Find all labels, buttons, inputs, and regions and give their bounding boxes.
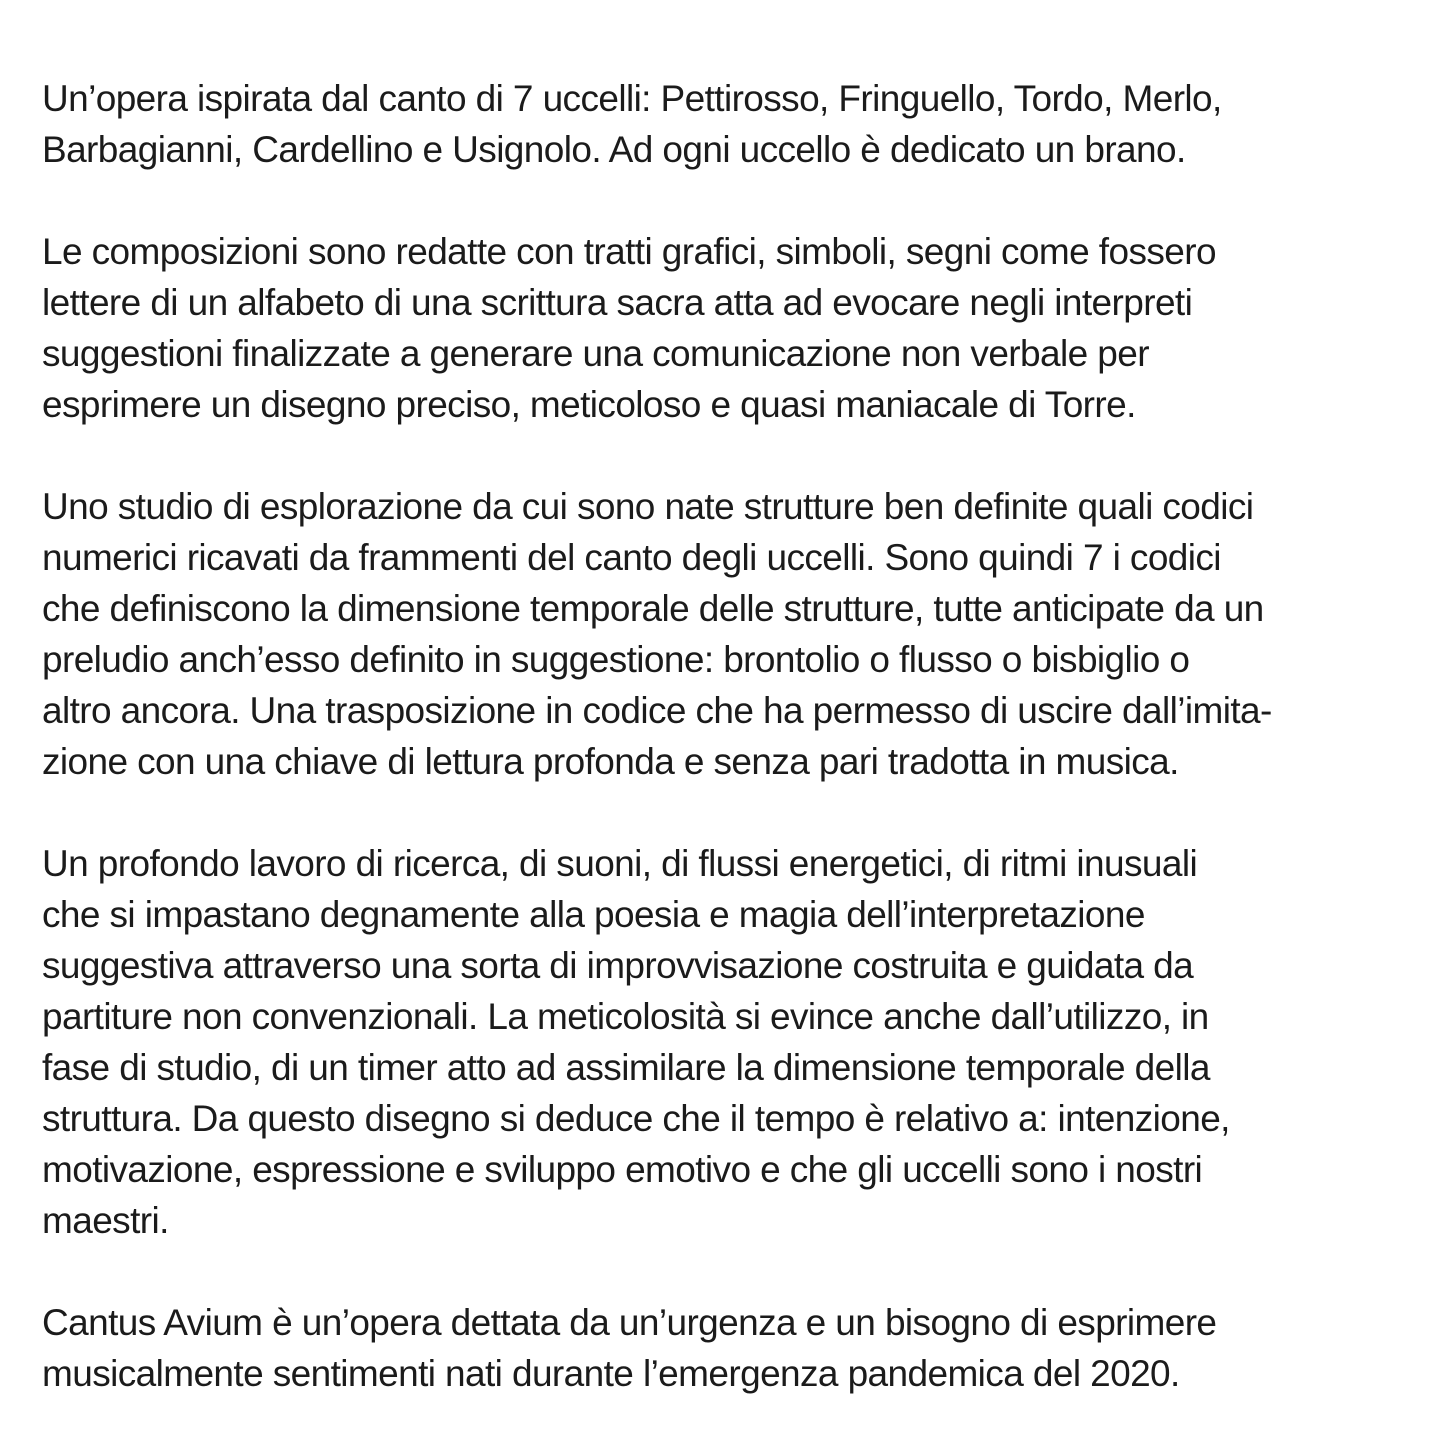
paragraph-study bbox=[42, 481, 1422, 787]
text-line: preludio anch’esso definito in suggestione: brontolio o flusso o bisbiglio o bbox=[42, 639, 1190, 680]
paragraph-cantus-avium bbox=[42, 1297, 1422, 1399]
text-line: che definiscono la dimensione temporale delle strutture, tutte anticipate da un bbox=[42, 588, 1264, 629]
text-line: numerici ricavati da frammenti del canto degli uccelli. Sono quindi 7 i codici bbox=[42, 537, 1221, 578]
text-line: esprimere un disegno preciso, meticoloso e quasi maniacale di Torre. bbox=[42, 384, 1136, 425]
text-line: Un profondo lavoro di ricerca, di suoni, di flussi energetici, di ritmi inusuali bbox=[42, 843, 1198, 884]
text-line: motivazione, espressione e sviluppo emotivo e che gli uccelli sono i nostri bbox=[42, 1149, 1203, 1190]
text-line: Cantus Avium è un’opera dettata da un’urgenza e un bisogno di esprimere bbox=[42, 1302, 1217, 1343]
paragraph-birds-intro bbox=[42, 73, 1422, 175]
text-line: Uno studio di esplorazione da cui sono nate strutture ben definite quali codici bbox=[42, 486, 1254, 527]
text-line: Barbagianni, Cardellino e Usignolo. Ad ogni uccello è dedicato un brano. bbox=[42, 129, 1186, 170]
text-line: suggestioni finalizzate a generare una comunicazione non verbale per bbox=[42, 333, 1149, 374]
text-line: Un’opera ispirata dal canto di 7 uccelli: Pettirosso, Fringuello, Tordo, Merlo, bbox=[42, 78, 1222, 119]
text-line: suggestiva attraverso una sorta di improvvisazione costruita e guidata da bbox=[42, 945, 1194, 986]
text-line: lettere di un alfabeto di una scrittura sacra atta ad evocare negli interpreti bbox=[42, 282, 1193, 323]
text-line: partiture non convenzionali. La meticolosità si evince anche dall’utilizzo, in bbox=[42, 996, 1209, 1037]
text-line: altro ancora. Una trasposizione in codice che ha permesso di uscire dall’imita- bbox=[42, 690, 1272, 731]
text-line: Le composizioni sono redatte con tratti grafici, simboli, segni come fossero bbox=[42, 231, 1216, 272]
text-line: maestri. bbox=[42, 1200, 169, 1241]
text-line: che si impastano degnamente alla poesia e magia dell’interpretazione bbox=[42, 894, 1145, 935]
paragraph-research bbox=[42, 838, 1422, 1246]
text-line: struttura. Da questo disegno si deduce che il tempo è relativo a: intenzione, bbox=[42, 1098, 1230, 1139]
text-line: musicalmente sentimenti nati durante l’emergenza pandemica del 2020. bbox=[42, 1353, 1180, 1394]
document-body bbox=[42, 73, 1422, 1399]
text-line: fase di studio, di un timer atto ad assimilare la dimensione temporale della bbox=[42, 1047, 1210, 1088]
text-line: zione con una chiave di lettura profonda e senza pari tradotta in musica. bbox=[42, 741, 1179, 782]
paragraph-compositions bbox=[42, 226, 1422, 430]
